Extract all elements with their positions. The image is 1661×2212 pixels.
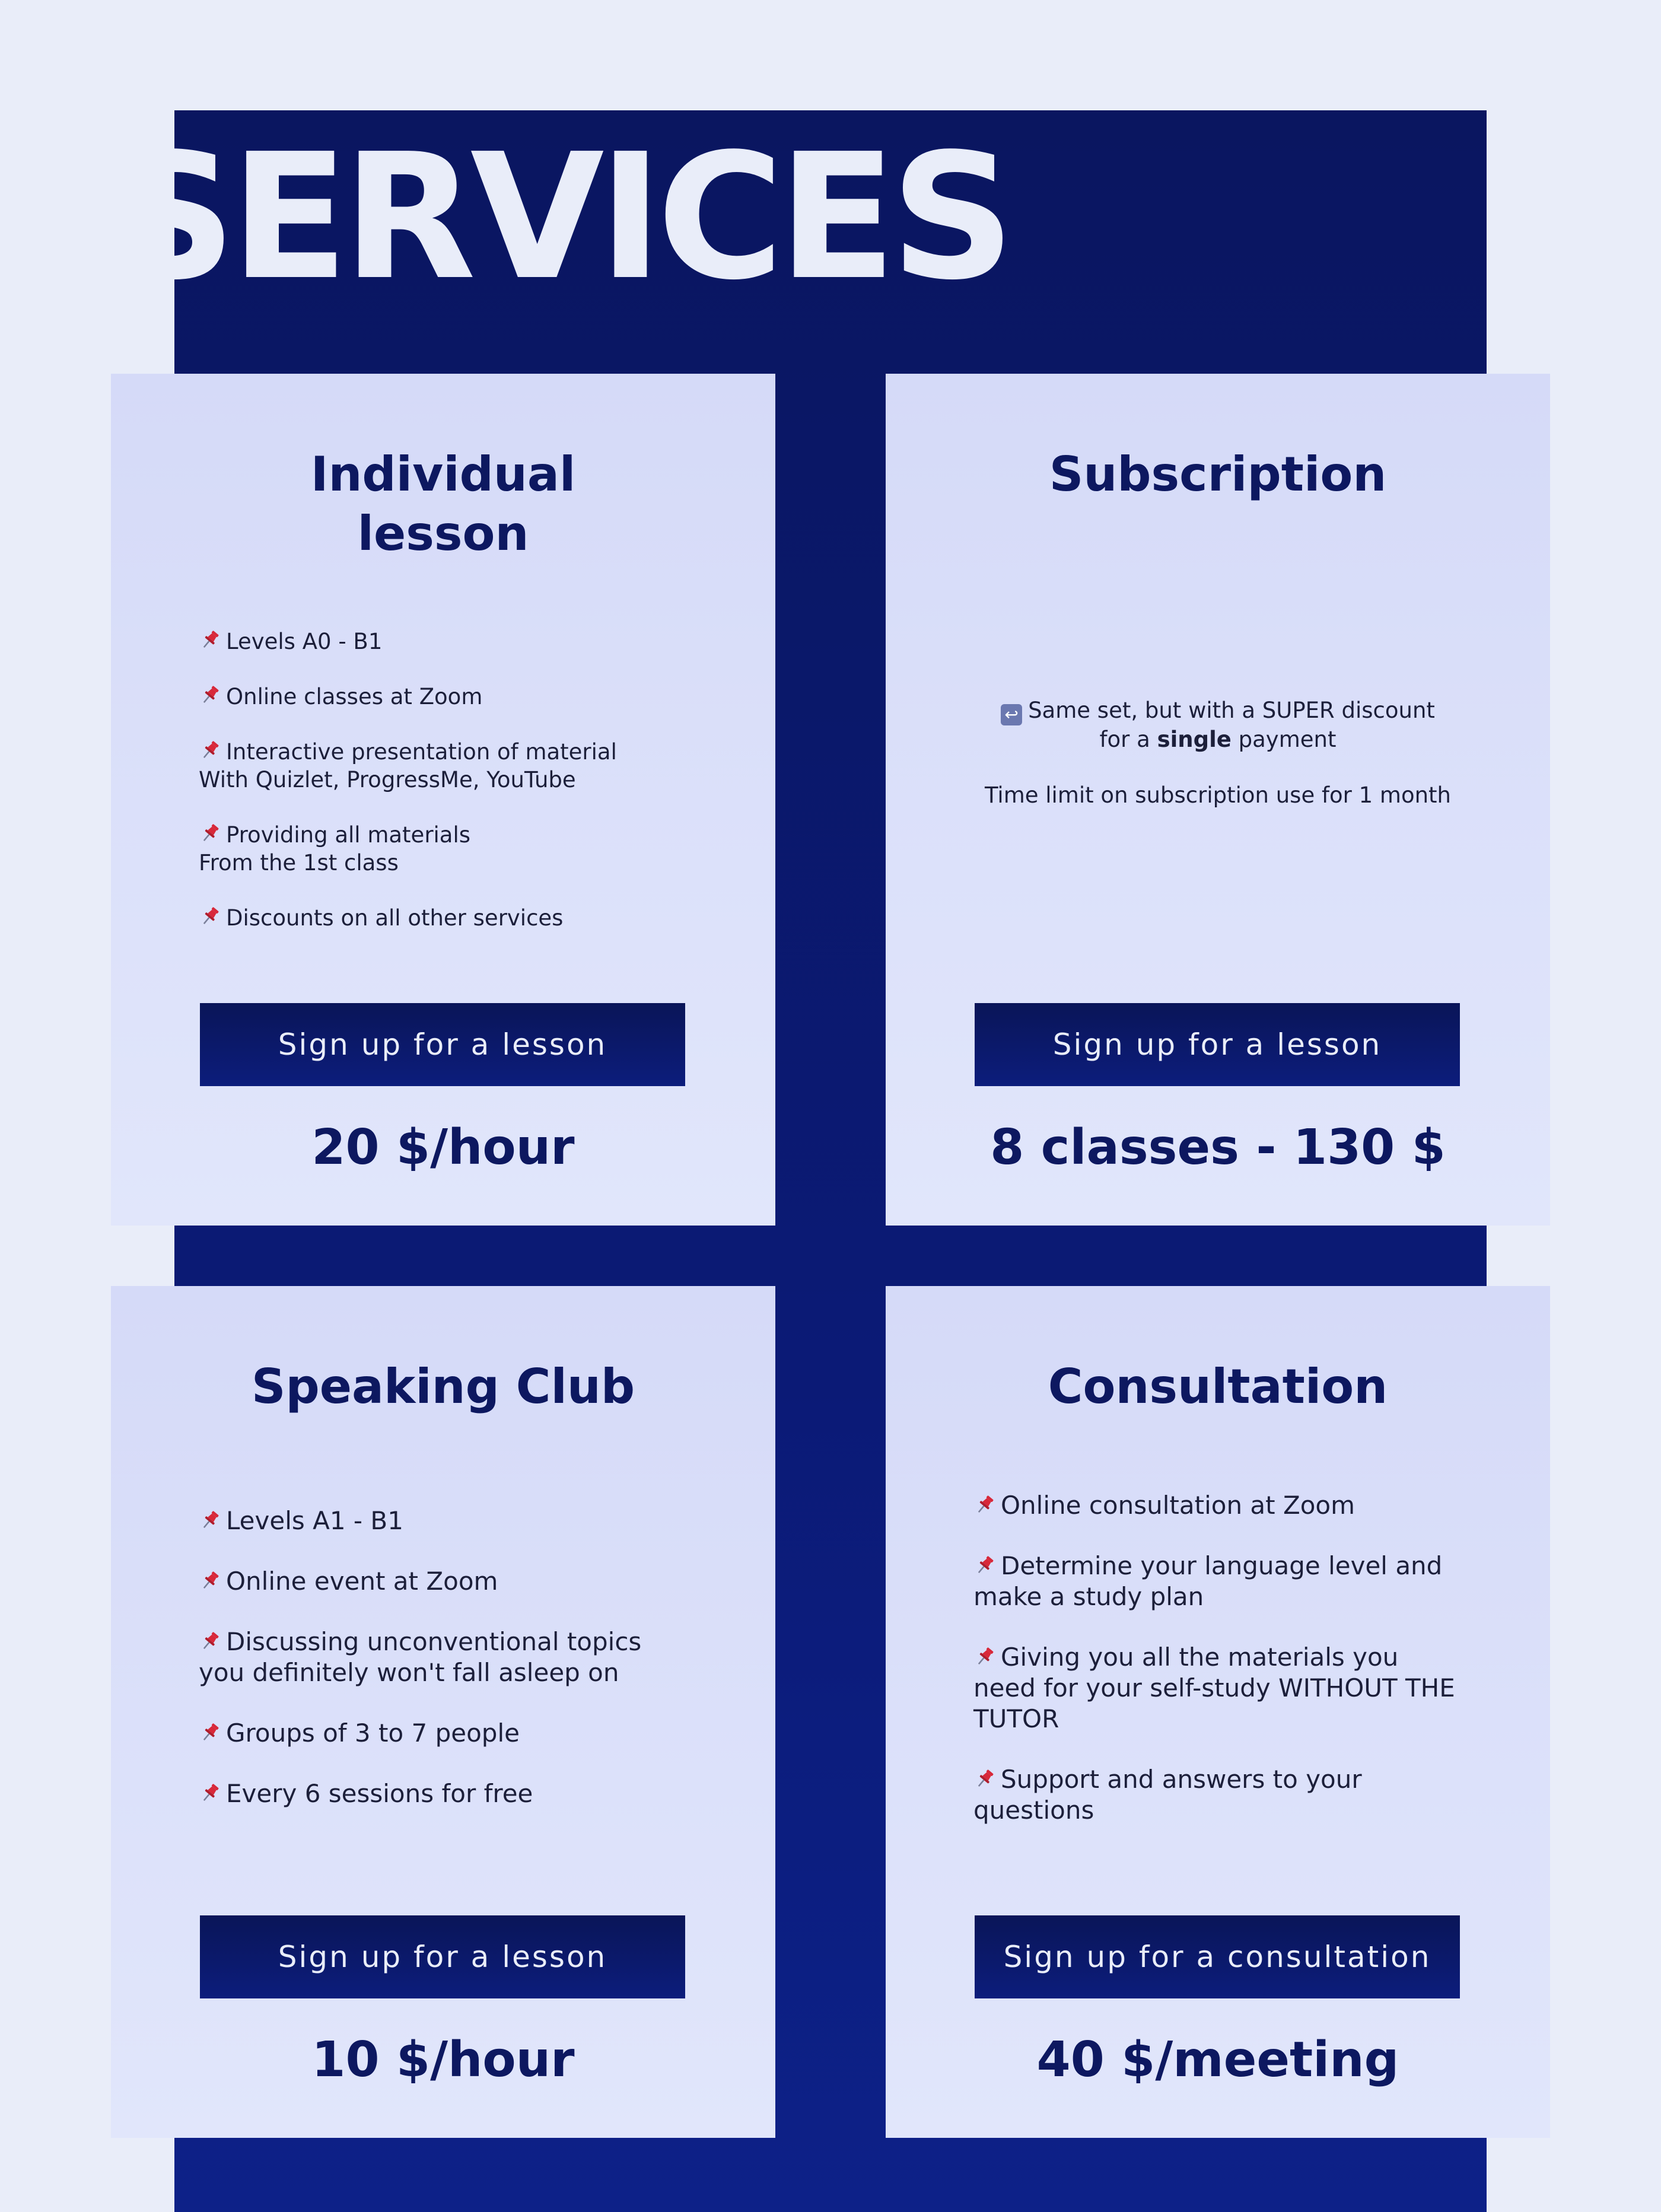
feature-text: Online event at Zoom (226, 1567, 498, 1596)
price-label: 40 $/meeting (1036, 2032, 1399, 2088)
pushpin-icon (973, 1551, 996, 1581)
feature-text: Interactive presentation of material With Quizlet, ProgressMe, YouTube (199, 739, 617, 792)
price-label: 8 classes - 130 $ (990, 1119, 1446, 1176)
feature-item (199, 1566, 641, 1597)
pushpin-icon (199, 1627, 221, 1657)
feature-list (199, 1506, 641, 1809)
feature-item (199, 904, 617, 932)
emphasis-single: single (1157, 727, 1232, 752)
card-title: Speaking Club (251, 1359, 635, 1414)
card-title: Consultation (1048, 1359, 1388, 1414)
subscription-description (909, 696, 1526, 837)
subscription-discount-text: ↩ Same set, but with a SUPER discount for a single payment (909, 696, 1526, 754)
feature-item (973, 1490, 1455, 1521)
feature-item (199, 821, 617, 877)
feature-item (973, 1642, 1455, 1734)
card-speaking-club (111, 1286, 775, 2138)
pushpin-icon (199, 1718, 221, 1749)
feature-item (199, 628, 617, 655)
pushpin-icon (199, 738, 221, 766)
pushpin-icon (199, 628, 221, 655)
back-arrow-icon: ↩ (1001, 704, 1022, 725)
subscription-time-limit: Time limit on subscription use for 1 month (984, 782, 1452, 808)
feature-item (199, 683, 617, 711)
feature-text: Online classes at Zoom (226, 684, 483, 709)
feature-text: Giving you all the materials you need for your self-study WITHOUT THE TUTOR (973, 1643, 1455, 1733)
feature-text: Determine your language level and make a study plan (973, 1551, 1443, 1611)
feature-item (199, 738, 617, 794)
feature-item (973, 1551, 1455, 1612)
feature-text: Levels A1 - B1 (226, 1506, 403, 1535)
feature-text: Levels A0 - B1 (226, 629, 383, 654)
pushpin-icon (973, 1764, 996, 1795)
sign-up-lesson-button[interactable]: Sign up for a lesson (200, 1003, 685, 1086)
feature-item (199, 1506, 641, 1536)
feature-text: Providing all materials From the 1st class (199, 822, 471, 876)
feature-item (199, 1627, 641, 1688)
feature-list (973, 1490, 1455, 1826)
pushpin-icon (973, 1642, 996, 1673)
feature-list (199, 628, 617, 932)
pushpin-icon (199, 904, 221, 932)
feature-text: Discussing unconventional topics you definitely won't fall asleep on (199, 1627, 642, 1687)
card-title: Subscription (1049, 447, 1387, 502)
feature-text: Discounts on all other services (226, 905, 564, 931)
sign-up-consultation-button[interactable]: Sign up for a consultation (975, 1915, 1460, 1998)
card-subscription (886, 374, 1550, 1226)
sign-up-lesson-button[interactable]: Sign up for a lesson (200, 1915, 685, 1998)
price-label: 10 $/hour (311, 2032, 575, 2088)
card-consultation (886, 1286, 1550, 2138)
pushpin-icon (199, 1778, 221, 1809)
card-title: Individual lesson (310, 447, 576, 561)
pushpin-icon (199, 1566, 221, 1597)
page-heading: SERVICES (112, 116, 1010, 318)
pushpin-icon (199, 683, 221, 711)
feature-item (199, 1778, 641, 1809)
price-label: 20 $/hour (311, 1119, 575, 1176)
pushpin-icon (199, 1506, 221, 1536)
card-individual-lesson (111, 374, 775, 1226)
feature-item (199, 1718, 641, 1749)
sign-up-lesson-button[interactable]: Sign up for a lesson (975, 1003, 1460, 1086)
feature-text: Support and answers to your questions (973, 1765, 1362, 1825)
pushpin-icon (973, 1490, 996, 1521)
feature-item (973, 1764, 1455, 1826)
feature-text: Every 6 sessions for free (226, 1779, 533, 1808)
feature-text: Groups of 3 to 7 people (226, 1718, 520, 1748)
feature-text: Online consultation at Zoom (1001, 1491, 1355, 1520)
pushpin-icon (199, 821, 221, 849)
